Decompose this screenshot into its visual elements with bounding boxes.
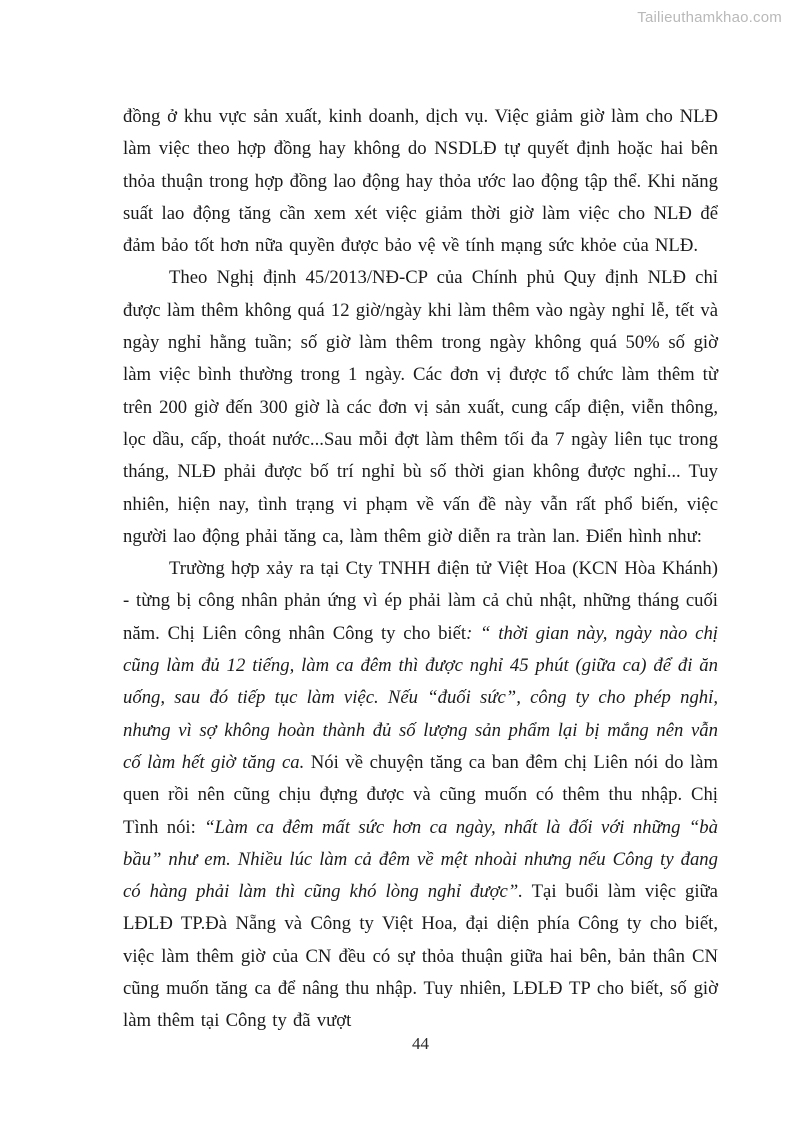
paragraph <box>123 101 718 262</box>
paragraph <box>123 262 718 553</box>
text-run-regular: Tại buổi làm việc giữa LĐLĐ TP.Đà Nẵng và Công ty Việt Hoa, đại diện phía Công ty cho biết, việc làm thêm giờ của CN đều có sự thỏa thuận giữa hai bên, bản thân CN cũng muốn tăng ca để nâng thu nhập. Tuy nhiên, LĐLĐ TP cho biết, số giờ làm thêm tại Công ty đã vượt <box>123 881 718 1032</box>
text-run-regular: Trường hợp xảy ra tại Cty TNHH điện tử Việt Hoa (KCN Hòa Khánh) - từng bị công nhân phản ứng vì ép phải làm cả chủ nhật, những tháng cuối năm. Chị Liên công nhân Công ty cho biết <box>123 558 718 644</box>
text-run-italic: : “ thời gian này, ngày nào chị cũng làm đủ 12 tiếng, làm ca đêm thì được nghỉ 45 phút (giữa ca) để đi ăn uống, sau đó tiếp tục làm việc. Nếu “đuối sức”, công ty cho phép nghỉ, nhưng vì sợ không hoàn thành đủ số lượng sản phẩm lại bị mắng nên vẫn cố làm hết giờ tăng ca. <box>123 622 718 773</box>
text-run-regular: đồng ở khu vực sản xuất, kinh doanh, dịch vụ. Việc giảm giờ làm cho NLĐ làm việc theo hợp đồng hay không do NSDLĐ tự quyết định hoặc hai bên thỏa thuận trong hợp đồng lao động hay thỏa ước lao động tập thể. Khi năng suất lao động tăng cần xem xét việc giảm thời giờ làm việc cho NLĐ để đảm bảo tốt hơn nữa quyền được bảo vệ về tính mạng sức khỏe của NLĐ. <box>123 106 718 257</box>
document-body <box>123 101 718 1038</box>
page-number: 44 <box>412 1034 429 1053</box>
paragraph <box>123 553 718 1037</box>
text-run-italic: “Làm ca đêm mất sức hơn ca ngày, nhất là đối với những “bà bầu” như em. Nhiều lúc làm cả đêm về mệt nhoài nhưng nếu Công ty đang có hàng phải làm thì cũng khó lòng nghỉ được”. <box>123 816 718 903</box>
text-run-regular: Theo Nghị định 45/2013/NĐ-CP của Chính phủ Quy định NLĐ chỉ được làm thêm không quá 12 giờ/ngày khi làm thêm vào ngày nghỉ lễ, tết và ngày nghỉ hằng tuần; số giờ làm thêm trong ngày không quá 50% số giờ làm việc bình thường trong 1 ngày. Các đơn vị được tổ chức làm thêm từ trên 200 giờ đến 300 giờ là các đơn vị sản xuất, cung cấp điện, viễn thông, lọc dầu, cấp, thoát nước...Sau mỗi đợt làm thêm tối đa 7 ngày liên tục trong tháng, NLĐ phải được bố trí nghỉ bù số thời gian không được nghỉ... Tuy nhiên, hiện nay, tình trạng vi phạm về vấn đề này vẫn rất phổ biến, việc người lao động phải tăng ca, làm thêm giờ diễn ra tràn lan. Điển hình như: <box>123 267 718 547</box>
text-run-regular: Nói về chuyện tăng ca ban đêm chị Liên nói do làm quen rồi nên cũng chịu đựng được và cũng muốn có thêm thu nhập. Chị Tình nói: <box>123 751 719 838</box>
watermark: Tailieuthamkhao.com <box>637 9 782 26</box>
